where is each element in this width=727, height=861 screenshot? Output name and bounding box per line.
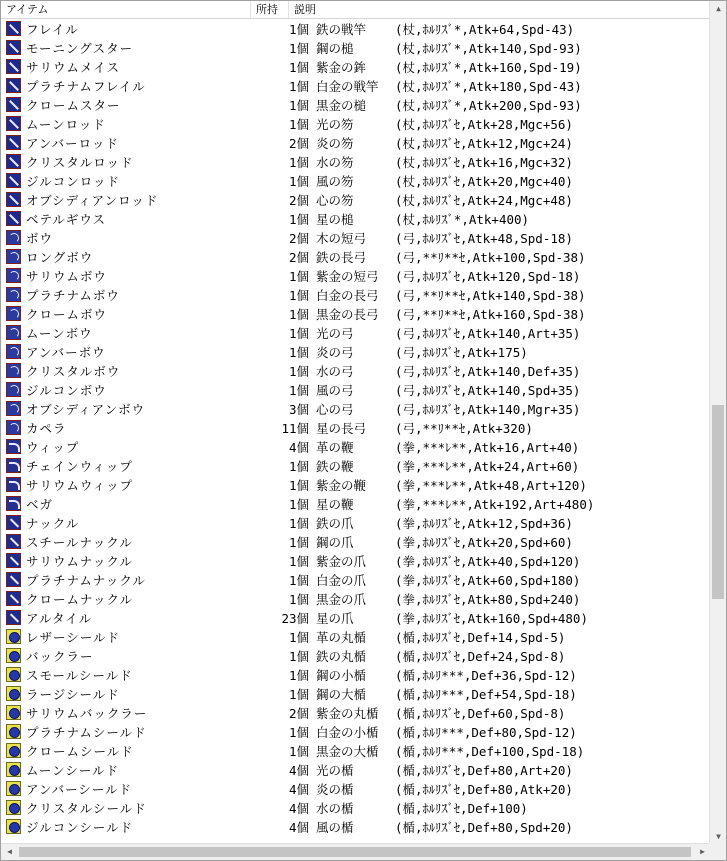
item-quantity: 1個 — [288, 154, 309, 170]
item-name: プラチナムボウ — [26, 287, 120, 303]
item-name: クリスタルボウ — [26, 363, 121, 379]
item-name: オブシディアンボウ — [26, 401, 146, 417]
item-name: クロームスター — [26, 97, 121, 113]
item-quantity: 1個 — [288, 173, 309, 189]
bow-icon — [6, 420, 21, 435]
item-name: レザーシールド — [26, 629, 121, 645]
bow-icon — [6, 268, 21, 283]
item-quantity: 1個 — [288, 363, 309, 379]
item-quantity: 1個 — [288, 553, 309, 569]
list-item[interactable] — [1, 95, 710, 114]
item-name: ナックル — [26, 515, 80, 531]
item-name: ムーンシールド — [26, 762, 120, 778]
list-item[interactable] — [1, 38, 710, 57]
item-quantity: 1個 — [288, 40, 309, 56]
staff-icon — [6, 173, 21, 188]
item-quantity: 1個 — [288, 591, 309, 607]
item-quantity: 2個 — [288, 192, 309, 208]
item-stats: (楯,ﾎﾙﾘｽﾞｾ,Def+60,Spd-8) — [395, 705, 566, 721]
scroll-up-arrow-icon[interactable]: ▲ — [716, 4, 721, 13]
item-name: プラチナムフレイル — [26, 78, 146, 94]
item-description: 黒金の爪 — [316, 591, 367, 607]
list-item[interactable] — [1, 551, 710, 570]
item-description: 鉄の戦竿 — [316, 21, 367, 37]
item-stats: (拳,ﾎﾙﾘｽﾞｾ,Atk+60,Spd+180) — [395, 572, 581, 588]
item-description: 風の弓 — [316, 382, 354, 398]
item-name: アンバーロッド — [26, 135, 119, 151]
list-item[interactable] — [1, 513, 710, 532]
staff-icon — [6, 40, 21, 55]
item-name: バックラー — [26, 648, 94, 664]
item-description: 白金の爪 — [316, 572, 367, 588]
item-quantity: 23個 — [281, 610, 309, 626]
whip-icon — [6, 439, 21, 454]
item-quantity: 1個 — [288, 268, 309, 284]
item-stats: (杖,ﾎﾙﾘｽﾞ*,Atk+160,Spd-19) — [395, 59, 582, 75]
item-description: 心の弓 — [316, 401, 354, 417]
item-name: クリスタルシールド — [26, 800, 147, 816]
item-description: 水の弓 — [316, 363, 354, 379]
item-quantity: 1個 — [288, 572, 309, 588]
scroll-left-arrow-icon[interactable]: ◀ — [7, 847, 12, 856]
list-item[interactable] — [1, 190, 710, 209]
item-quantity: 2個 — [288, 705, 309, 721]
item-stats: (杖,ﾎﾙﾘｽﾞｾ,Atk+20,Mgc+40) — [395, 173, 573, 189]
item-name: アンバーシールド — [26, 781, 133, 797]
item-quantity: 1個 — [288, 97, 309, 113]
item-quantity: 1個 — [288, 59, 309, 75]
knuckle-icon — [6, 591, 21, 606]
list-item[interactable] — [1, 209, 710, 228]
item-quantity: 1個 — [288, 382, 309, 398]
shield-icon — [6, 648, 21, 663]
shield-icon — [6, 686, 21, 701]
item-stats: (弓,ﾎﾙﾘｽﾞｾ,Atk+140,Spd+35) — [395, 382, 581, 398]
list-item[interactable] — [1, 361, 710, 380]
list-item[interactable] — [1, 57, 710, 76]
knuckle-icon — [6, 553, 21, 568]
item-quantity: 1個 — [288, 78, 309, 94]
list-item[interactable] — [1, 247, 710, 266]
item-stats: (杖,ﾎﾙﾘｽﾞ*,Atk+200,Spd-93) — [395, 97, 582, 113]
list-item[interactable] — [1, 304, 710, 323]
list-item[interactable] — [1, 475, 710, 494]
item-quantity: 1個 — [288, 21, 309, 37]
item-name: ジルコンロッド — [26, 173, 120, 189]
knuckle-icon — [6, 534, 21, 549]
list-item[interactable] — [1, 722, 710, 741]
item-quantity: 4個 — [288, 819, 309, 835]
item-quantity: 1個 — [288, 743, 309, 759]
item-stats: (弓,ﾎﾙﾘｽﾞｾ,Atk+140,Def+35) — [395, 363, 581, 379]
staff-icon — [6, 116, 21, 131]
item-stats: (杖,ﾎﾙﾘｽﾞ*,Atk+180,Spd-43) — [395, 78, 582, 94]
shield-icon — [6, 800, 21, 815]
item-description: 光の弓 — [316, 325, 354, 341]
item-quantity: 1個 — [288, 116, 309, 132]
item-description: 星の槌 — [316, 211, 354, 227]
item-stats: (楯,ﾎﾙﾘｽﾞｾ,Def+80,Art+20) — [395, 762, 573, 778]
item-description: 紫金の短弓 — [316, 268, 379, 284]
column-header-qty[interactable]: 所持 — [251, 1, 289, 18]
knuckle-icon — [6, 572, 21, 587]
item-description: 風の楯 — [316, 819, 354, 835]
item-quantity: 1個 — [288, 306, 309, 322]
item-quantity: 1個 — [288, 667, 309, 683]
list-item[interactable] — [1, 171, 710, 190]
bow-icon — [6, 230, 21, 245]
item-description: 星の爪 — [316, 610, 354, 626]
item-stats: (杖,ﾎﾙﾘｽﾞ*,Atk+140,Spd-93) — [395, 40, 582, 56]
list-item[interactable] — [1, 570, 710, 589]
list-item[interactable] — [1, 589, 710, 608]
staff-icon — [6, 135, 21, 150]
item-description: 鋼の小楯 — [316, 667, 367, 683]
item-name: フレイル — [26, 21, 79, 37]
item-quantity: 2個 — [288, 249, 309, 265]
item-description: 革の鞭 — [316, 439, 354, 455]
item-description: 白金の長弓 — [316, 287, 379, 303]
list-item[interactable] — [1, 76, 710, 95]
item-quantity: 1個 — [288, 686, 309, 702]
item-description: 黒金の槌 — [316, 97, 367, 113]
item-quantity: 1個 — [288, 534, 309, 550]
item-name: モーニングスター — [26, 40, 134, 56]
list-item[interactable] — [1, 19, 710, 38]
item-description: 水の笏 — [316, 154, 354, 170]
item-quantity: 3個 — [288, 401, 309, 417]
list-item[interactable] — [1, 114, 710, 133]
item-description: 炎の笏 — [316, 135, 354, 151]
item-description: 黒金の大楯 — [316, 743, 379, 759]
item-quantity: 4個 — [288, 439, 309, 455]
item-stats: (楯,ﾎﾙﾘ***,Def+80,Spd-12) — [395, 724, 577, 740]
item-name: サリウムナックル — [26, 553, 134, 569]
item-stats: (弓,ﾎﾙﾘｽﾞｾ,Atk+140,Art+35) — [395, 325, 581, 341]
item-quantity: 1個 — [288, 477, 309, 493]
staff-icon — [6, 97, 21, 112]
item-quantity: 4個 — [288, 781, 309, 797]
item-name: ロングボウ — [26, 249, 94, 265]
item-stats: (楯,ﾎﾙﾘｽﾞｾ,Def+80,Spd+20) — [395, 819, 573, 835]
item-stats: (拳,ﾎﾙﾘｽﾞｾ,Atk+12,Spd+36) — [395, 515, 573, 531]
item-description: 紫金の爪 — [316, 553, 367, 569]
item-name: スチールナックル — [26, 534, 133, 550]
item-quantity: 1個 — [288, 344, 309, 360]
whip-icon — [6, 458, 21, 473]
item-stats: (拳,***ﾚ**,Atk+192,Art+480) — [395, 496, 595, 512]
item-quantity: 1個 — [288, 287, 309, 303]
item-name: クロームシールド — [26, 743, 134, 759]
list-item[interactable] — [1, 133, 710, 152]
item-stats: (楯,ﾎﾙﾘ***,Def+100,Spd-18) — [395, 743, 585, 759]
shield-icon — [6, 667, 21, 682]
horizontal-scroll-thumb[interactable] — [19, 847, 691, 857]
item-stats: (楯,ﾎﾙﾘｽﾞｾ,Def+100) — [395, 800, 528, 816]
item-name: プラチナムナックル — [26, 572, 147, 588]
item-description: 紫金の丸楯 — [316, 705, 379, 721]
item-description: 風の笏 — [316, 173, 354, 189]
item-name: サリウムメイス — [26, 59, 121, 75]
item-description: 鉄の丸楯 — [316, 648, 367, 664]
bow-icon — [6, 249, 21, 264]
item-stats: (杖,ﾎﾙﾘｽﾞ*,Atk+400) — [395, 211, 530, 227]
item-name: チェインウィップ — [26, 458, 133, 474]
bow-icon — [6, 325, 21, 340]
list-item[interactable] — [1, 494, 710, 513]
list-item[interactable] — [1, 703, 710, 722]
item-stats: (杖,ﾎﾙﾘｽﾞｾ,Atk+12,Mgc+24) — [395, 135, 573, 151]
staff-icon — [6, 211, 21, 226]
column-header-item[interactable]: アイテム — [1, 1, 251, 18]
item-stats: (杖,ﾎﾙﾘｽﾞ*,Atk+64,Spd-43) — [395, 21, 575, 37]
scroll-down-arrow-icon[interactable]: ▼ — [716, 832, 721, 841]
item-description: 星の鞭 — [316, 496, 354, 512]
bow-icon — [6, 287, 21, 302]
item-stats: (楯,ﾎﾙﾘｽﾞｾ,Def+80,Atk+20) — [395, 781, 573, 797]
item-quantity: 1個 — [288, 496, 309, 512]
list-item[interactable] — [1, 532, 710, 551]
vertical-scrollbar[interactable] — [709, 1, 726, 845]
item-description: 心の笏 — [316, 192, 354, 208]
whip-icon — [6, 496, 21, 511]
item-name: アルタイル — [26, 610, 93, 626]
item-stats: (弓,**ﾘ**ｾ,Atk+160,Spd-38) — [395, 306, 586, 322]
list-item[interactable] — [1, 323, 710, 342]
list-item[interactable] — [1, 152, 710, 171]
item-quantity: 1個 — [288, 458, 309, 474]
shield-icon — [6, 724, 21, 739]
list-item[interactable] — [1, 627, 710, 646]
item-stats: (拳,***ﾚ**,Atk+24,Art+60) — [395, 458, 580, 474]
list-item[interactable] — [1, 380, 710, 399]
item-quantity: 2個 — [288, 135, 309, 151]
item-description: 鉄の爪 — [316, 515, 354, 531]
item-stats: (弓,ﾎﾙﾘｽﾞｾ,Atk+175) — [395, 344, 528, 360]
knuckle-icon — [6, 610, 21, 625]
list-item[interactable] — [1, 741, 710, 760]
item-description: 黒金の長弓 — [316, 306, 379, 322]
item-stats: (拳,ﾎﾙﾘｽﾞｾ,Atk+20,Spd+60) — [395, 534, 573, 550]
list-item[interactable] — [1, 285, 710, 304]
item-name: カペラ — [26, 420, 67, 436]
item-stats: (弓,ﾎﾙﾘｽﾞｾ,Atk+140,Mgr+35) — [395, 401, 581, 417]
item-name: プラチナムシールド — [26, 724, 147, 740]
scroll-right-arrow-icon[interactable]: ▶ — [700, 847, 705, 856]
item-quantity: 1個 — [288, 724, 309, 740]
staff-icon — [6, 78, 21, 93]
item-name: ラージシールド — [26, 686, 120, 702]
item-quantity: 1個 — [288, 515, 309, 531]
item-stats: (杖,ﾎﾙﾘｽﾞｾ,Atk+28,Mgc+56) — [395, 116, 573, 132]
item-name: ムーンロッド — [26, 116, 106, 132]
item-description: 革の丸楯 — [316, 629, 367, 645]
shield-icon — [6, 705, 21, 720]
bow-icon — [6, 306, 21, 321]
item-quantity: 2個 — [288, 230, 309, 246]
item-description: 紫金の鞭 — [316, 477, 367, 493]
item-name: クリスタルロッド — [26, 154, 134, 170]
column-header-desc[interactable]: 説明 — [294, 3, 316, 16]
item-name: クロームナックル — [26, 591, 134, 607]
item-description: 鋼の槌 — [316, 40, 354, 56]
item-name: オブシディアンロッド — [26, 192, 159, 208]
item-quantity: 1個 — [288, 211, 309, 227]
item-name: スモールシールド — [26, 667, 133, 683]
list-item[interactable] — [1, 798, 710, 817]
item-stats: (拳,***ﾚ**,Atk+16,Art+40) — [395, 439, 580, 455]
knuckle-icon — [6, 515, 21, 530]
item-quantity: 11個 — [281, 420, 309, 436]
item-description: 炎の弓 — [316, 344, 354, 360]
item-stats: (弓,**ﾘ**ｾ,Atk+320) — [395, 420, 533, 436]
item-description: 水の楯 — [316, 800, 354, 816]
shield-icon — [6, 629, 21, 644]
item-name: サリウムボウ — [26, 268, 107, 284]
item-description: 鉄の鞭 — [316, 458, 354, 474]
item-stats: (拳,ﾎﾙﾘｽﾞｾ,Atk+80,Spd+240) — [395, 591, 581, 607]
list-item[interactable] — [1, 418, 710, 437]
item-name: サリウムウィップ — [26, 477, 134, 493]
list-item[interactable] — [1, 665, 710, 684]
item-stats: (杖,ﾎﾙﾘｽﾞｾ,Atk+16,Mgc+32) — [395, 154, 573, 170]
item-stats: (拳,ﾎﾙﾘｽﾞｾ,Atk+40,Spd+120) — [395, 553, 581, 569]
list-item[interactable] — [1, 684, 710, 703]
shield-icon — [6, 781, 21, 796]
item-name: サリウムバックラー — [26, 705, 148, 721]
item-name: ジルコンボウ — [26, 382, 107, 398]
list-header — [1, 1, 710, 19]
item-quantity: 1個 — [288, 325, 309, 341]
item-list — [1, 19, 710, 844]
list-item[interactable] — [1, 760, 710, 779]
list-item[interactable] — [1, 228, 710, 247]
item-stats: (弓,**ﾘ**ｾ,Atk+100,Spd-38) — [395, 249, 586, 265]
list-item[interactable] — [1, 266, 710, 285]
item-description: 白金の小楯 — [316, 724, 379, 740]
bow-icon — [6, 382, 21, 397]
horizontal-scrollbar[interactable] — [1, 843, 711, 860]
item-stats: (弓,**ﾘ**ｾ,Atk+140,Spd-38) — [395, 287, 586, 303]
item-stats: (弓,ﾎﾙﾘｽﾞｾ,Atk+48,Spd-18) — [395, 230, 573, 246]
item-description: 炎の楯 — [316, 781, 354, 797]
item-name: ベテルギウス — [26, 211, 107, 227]
bow-icon — [6, 344, 21, 359]
item-name: アンバーボウ — [26, 344, 106, 360]
item-stats: (拳,ﾎﾙﾘｽﾞｾ,Atk+160,Spd+480) — [395, 610, 588, 626]
item-stats: (楯,ﾎﾙﾘｽﾞｾ,Def+14,Spd-5) — [395, 629, 566, 645]
item-stats: (楯,ﾎﾙﾘ***,Def+36,Spd-12) — [395, 667, 577, 683]
staff-icon — [6, 192, 21, 207]
list-item[interactable] — [1, 437, 710, 456]
item-description: 光の笏 — [316, 116, 354, 132]
list-item[interactable] — [1, 342, 710, 361]
bow-icon — [6, 363, 21, 378]
item-description: 紫金の鉾 — [316, 59, 367, 75]
list-item[interactable] — [1, 399, 710, 418]
staff-icon — [6, 21, 21, 36]
bow-icon — [6, 401, 21, 416]
item-description: 白金の戦竿 — [316, 78, 379, 94]
item-description: 鉄の長弓 — [316, 249, 367, 265]
item-description: 鋼の大楯 — [316, 686, 367, 702]
whip-icon — [6, 477, 21, 492]
item-description: 鋼の爪 — [316, 534, 354, 550]
item-quantity: 4個 — [288, 800, 309, 816]
item-stats: (弓,ﾎﾙﾘｽﾞｾ,Atk+120,Spd-18) — [395, 268, 581, 284]
item-description: 木の短弓 — [316, 230, 367, 246]
list-item[interactable] — [1, 817, 710, 836]
item-description: 光の楯 — [316, 762, 354, 778]
staff-icon — [6, 59, 21, 74]
list-item[interactable] — [1, 646, 710, 665]
item-name: ジルコンシールド — [26, 819, 134, 835]
item-stats: (拳,***ﾚ**,Atk+48,Art+120) — [395, 477, 587, 493]
scrollbar-corner — [709, 843, 726, 860]
list-item[interactable] — [1, 779, 710, 798]
shield-icon — [6, 762, 21, 777]
staff-icon — [6, 154, 21, 169]
list-item[interactable] — [1, 456, 710, 475]
item-stats: (楯,ﾎﾙﾘ***,Def+54,Spd-18) — [395, 686, 577, 702]
item-name: ボウ — [26, 230, 54, 246]
item-quantity: 1個 — [288, 629, 309, 645]
shield-icon — [6, 743, 21, 758]
item-name: ムーンボウ — [26, 325, 93, 341]
item-name: クロームボウ — [26, 306, 108, 322]
list-item[interactable] — [1, 608, 710, 627]
item-stats: (楯,ﾎﾙﾘｽﾞｾ,Def+24,Spd-8) — [395, 648, 566, 664]
item-description: 星の長弓 — [316, 420, 367, 436]
item-quantity: 4個 — [288, 762, 309, 778]
vertical-scroll-thumb[interactable] — [712, 405, 724, 599]
item-name: ベガ — [26, 496, 54, 512]
item-quantity: 1個 — [288, 648, 309, 664]
item-name: ウィップ — [26, 439, 80, 455]
shield-icon — [6, 819, 21, 834]
item-stats: (杖,ﾎﾙﾘｽﾞｾ,Atk+24,Mgc+48) — [395, 192, 573, 208]
